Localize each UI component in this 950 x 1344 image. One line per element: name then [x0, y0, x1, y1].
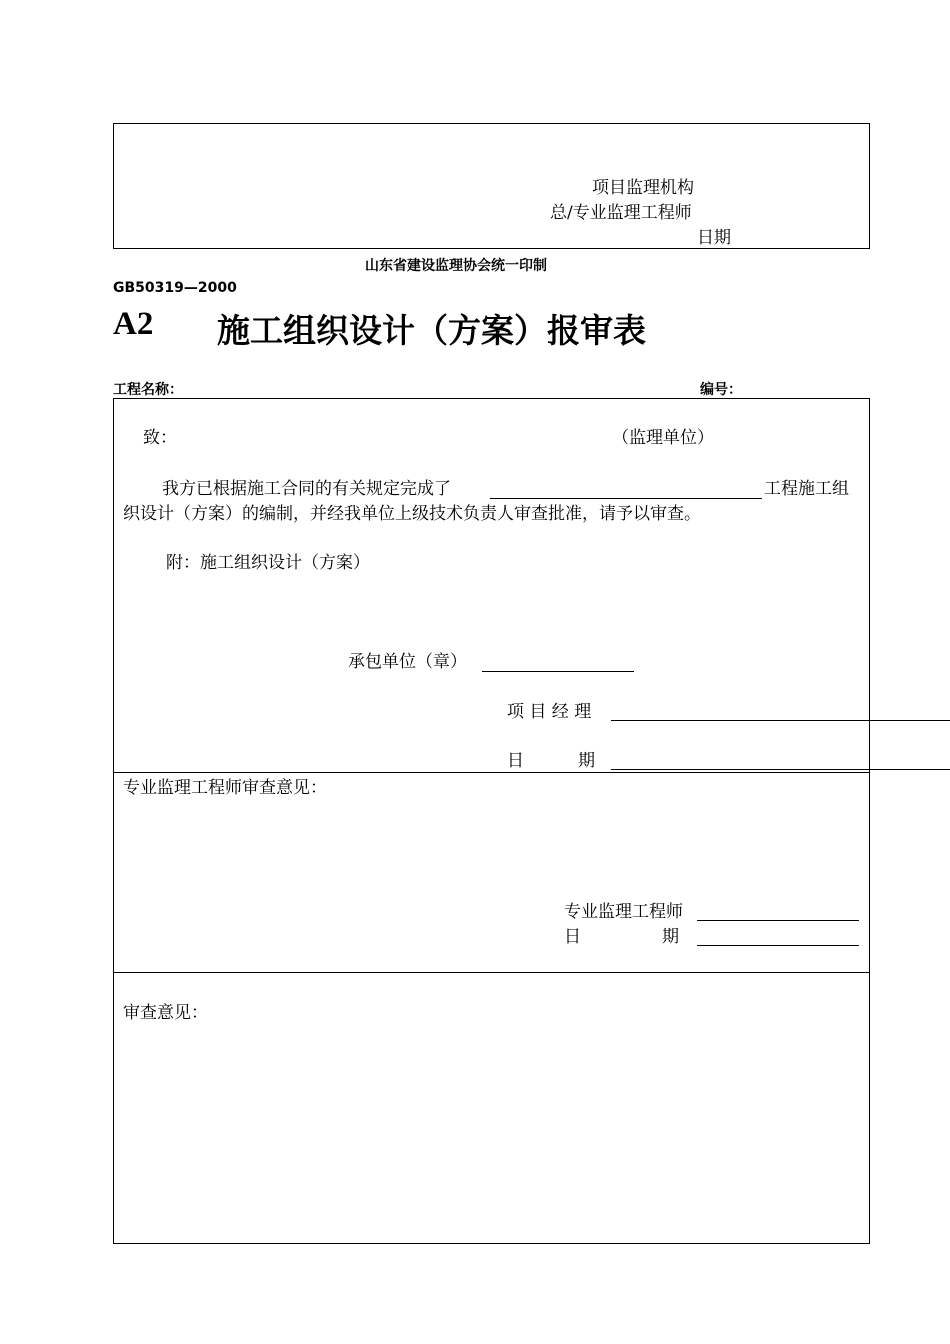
- project-name-label: 工程名称：: [113, 382, 183, 398]
- attachment-label: 附：施工组织设计（方案）: [166, 553, 370, 573]
- contractor-date-blank[interactable]: [611, 769, 950, 770]
- section-divider-2: [113, 972, 870, 973]
- chief-engineer-label: 总/专业监理工程师: [550, 203, 692, 223]
- form-title: 施工组织设计（方案）报审表: [217, 311, 646, 350]
- printer-note: 山东省建设监理协会统一印制: [365, 258, 547, 274]
- supervisor-unit-label: （监理单位）: [612, 428, 714, 448]
- previous-form-signature-box: [113, 123, 870, 249]
- number-label: 编号：: [700, 382, 742, 398]
- engineer-signature-blank[interactable]: [697, 920, 859, 921]
- engineer-signature-label: 专业监理工程师: [564, 902, 683, 922]
- review-opinion-heading: 审查意见：: [123, 1003, 208, 1023]
- to-label: 致：: [143, 428, 177, 448]
- body-text-line2: 织设计（方案）的编制，并经我单位上级技术负责人审查批准，请予以审查。: [123, 504, 701, 524]
- section-divider-1: [113, 772, 870, 773]
- standard-code: GB50319—2000: [113, 280, 237, 296]
- engineer-date-label: 日 期: [564, 927, 680, 947]
- form-table: [113, 398, 870, 1244]
- contractor-label: 承包单位（章）: [348, 652, 467, 672]
- engineer-review-heading: 专业监理工程师审查意见：: [123, 778, 327, 798]
- body-text-line1-start: 我方已根据施工合同的有关规定完成了: [162, 479, 451, 499]
- supervision-org-label: 项目监理机构: [592, 178, 694, 198]
- top-date-label: 日期: [697, 228, 731, 248]
- form-code: A2: [113, 306, 154, 342]
- body-text-line1-end: 工程施工组: [764, 479, 849, 499]
- engineer-date-blank[interactable]: [697, 945, 859, 946]
- project-manager-label: 项 目 经 理: [507, 702, 592, 722]
- project-manager-signature-blank[interactable]: [611, 720, 950, 721]
- project-name-blank[interactable]: [490, 498, 762, 499]
- contractor-signature-blank[interactable]: [482, 671, 634, 672]
- contractor-date-label: 日 期: [507, 751, 596, 771]
